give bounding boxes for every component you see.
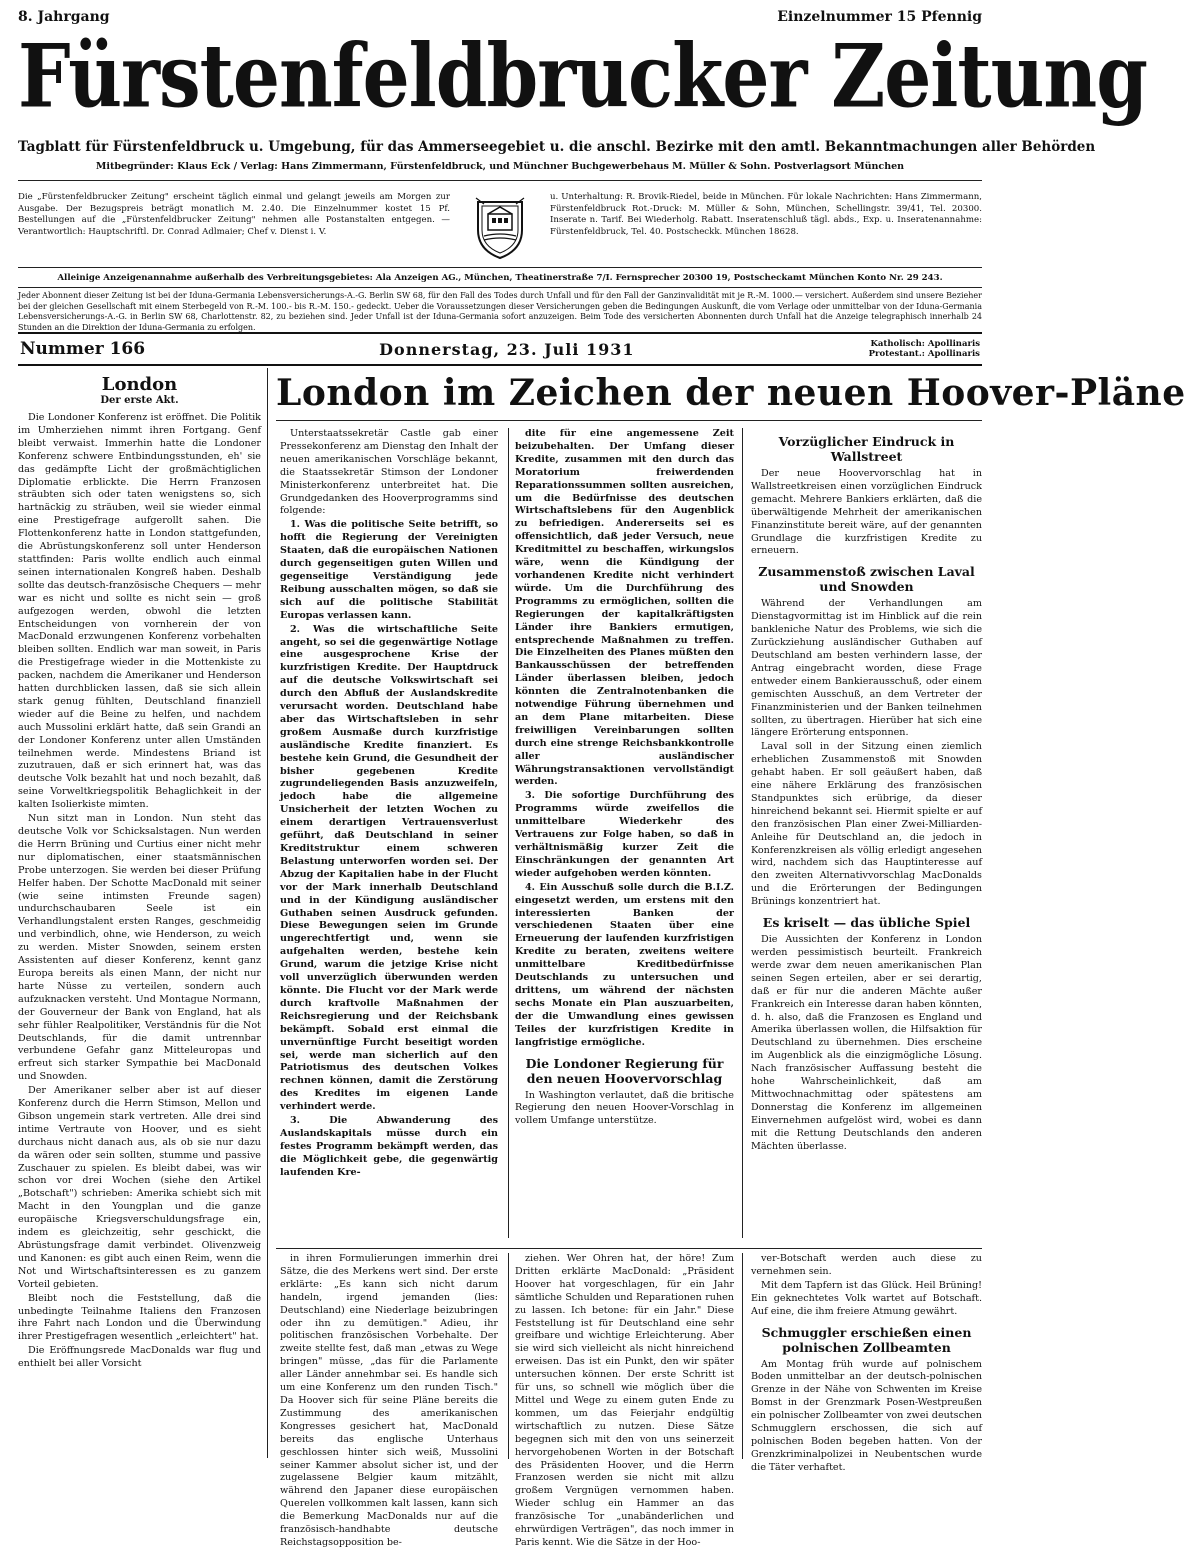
paragraph: Die Eröffnungsrede MacDonalds war flug und enthielt bei aller Vorsicht [18, 1345, 261, 1370]
info-block [18, 189, 982, 267]
main-column-3 [742, 428, 982, 1238]
divider [18, 180, 982, 181]
bottom-columns [276, 1248, 982, 1548]
saint-catholic: Katholisch: Apollinaris [870, 339, 980, 349]
left-article-title: London [101, 374, 178, 395]
issue-date: Donnerstag, 23. Juli 1931 [379, 339, 635, 359]
paragraph: Der neue Hoovervorschlag hat in Wallstreetkreisen einen vorzüglichen Eindruck gemacht. Mehrere Bankiers erklärten, daß die überwältigende Mehrheit der amerikanischen Finanzinstitute bereit wäre, auf der genannten Grundlage die kurzfristigen Kredite zu erneuern. [751, 468, 982, 557]
saint-protestant: Protestant.: Apollinaris [868, 349, 980, 359]
coat-of-arms-icon [474, 196, 526, 260]
saints-of-day [869, 339, 980, 359]
tagline: Tagblatt für Fürstenfeldbruck u. Umgebung, für das Ammerseegebiet u. die anschl. Bezirke mit den amtl. Bekanntmachungen aller Behörden [18, 139, 1096, 155]
publisher-line: Mitbegründer: Klaus Eck / Verlag: Hans Zimmermann, Fürstenfeldbruck, und Münchner Buchgewerbehaus M. Müller & Sohn. Postverlagsort München [95, 161, 905, 172]
left-article-body [18, 412, 261, 1371]
paragraph: 1. Was die politische Seite betrifft, so hofft die Regierung der Vereinigten Staaten, daß die europäischen Nationen durch gegenseitigen guten Willen und gegenseitige Verständigung jede Reibung ausschalten mögen, so daß sie sich auf die politische Stabilität Europas verlassen kann. [280, 519, 498, 621]
dateline [18, 334, 982, 364]
info-left: Die „Fürstenfeldbrucker Zeitung" erscheint täglich einmal und gelangt jeweils am Morgen zur Ausgabe. Der Bezugspreis beträgt monatlich M. 2.40. Die Einzelnummer kostet 15 Pf. Bestellungen auf die „Fürstenfeldbrucker Zeitung" nehmen alle Postanstalten entgegen. — Verantwortlich: Hauptschriftl. Dr. Conrad Adlmaier; Chef v. Dienst i. V. [18, 192, 450, 237]
bottom-column-1 [280, 1253, 498, 1548]
paragraph: Unterstaatssekretär Castle gab einer Pressekonferenz am Dienstag den Inhalt der neuen amerikanischen Vorschläge bekannt, die Staatssekretär Stimson der Londoner Ministerkonferenz unterbreitet hat. Die Grundgedanken des Hooverprogramms sind folgende: [280, 428, 498, 517]
paragraph: Die Aussichten der Konferenz in London werden pessimistisch beurteilt. Frankreich werde zwar dem neuen amerikanischen Plan seinen Segen erteilen, aber er sei derartig, daß er für nur die anderen Mächte außer Frankreich ein Interesse daran haben könnten, d. h. also, daß die Franzosen es England und Amerika überlassen wollen, die Hilfsaktion für Deutschland zu übernehmen. Dies erscheine im Augenblick als die einzigmögliche Lösung. Nach französischer Auffassung besteht die hohe Wahrscheinlichkeit, daß am Mittwochnachmittag oder spätestens am Donnerstag die Konferenz im allgemeinen Einvernehmen aufgelöst wird, wobei es dann mit die Rettung Deutschlands den anderen Mächten überlasse. [751, 934, 982, 1152]
issue-number: Nummer 166 [20, 339, 146, 359]
ad-line: Alleinige Anzeigenannahme außerhalb des Verbreitungsgebietes: Ala Anzeigen AG., München, Theatinerstraße 7/I. Fernsprecher 20300 19, Postscheckamt München Konto Nr. 29 243. [57, 273, 943, 283]
left-article-subtitle: Der erste Akt. [100, 395, 179, 406]
paragraph: Während der Verhandlungen am Dienstagvormittag ist im Hinblick auf die rein bankleniche Natur des Problems, wie sich die Zurückziehung ausländischer Guthaben auf Deutschland am besten verhindern lasse, der Antrag eingebracht worden, diese Frage entweder einem Bankierausschuß, oder einem gemischten Ausschuß, an dem Vertreter der Finanzministerien und der Banken teilnehmen sollten, zu übertragen. Hierüber hat sich eine längere Erörterung entsponnen. [751, 598, 982, 739]
section-title: Schmuggler erschießen einen polnischen Zollbeamten [761, 1324, 972, 1355]
paragraph: Laval soll in der Sitzung einen ziemlich erheblichen Zusammenstoß mit Snowden gehabt haben. Er soll geäußert haben, daß eine nähere Erklärung des französischen Standpunktes sich erübrige, da dieser hinreichend bekannt sei. Hiermit spielte er auf den französischen Plan einer Zwei-Milliarden-Anleihe für Deutschland an, die jedoch in Konferenzkreisen als völlig erledigt angesehen wird, nachdem sich das Hauptinteresse auf den zweiten Alternativvorschlag MacDonalds und die Erörterungen der Bedingungen Brünings konzentriert hat. [751, 741, 982, 908]
insurance-notice: Jeder Abonnent dieser Zeitung ist bei der Iduna-Germania Lebensversicherungs-A.-G. Berlin SW 68, für den Fall des Todes durch Unfall und für den Fall der Ganzinvalidität mit je R.-M. 1000.— versichert. Außerdem sind unsere Bezieher bei der gleichen Gesellschaft mit einem Sterbegeld von R.-M. 100.- bis R.-M. 150.- gedeckt. Ueber die Voraussetzungen dieser Versicherungen geben die Bedingungen Auskunft, die vom Verlage oder unmittelbar von der Iduna-Germania Lebensversicherungs-A.-G. in Berlin SW 68, Charlottenstr. 82, zu beziehen sind. Jeder Unfall ist der Iduna-Germania sofort anzuzeigen. Beim Tode des versicherten Abonnenten durch Unfall hat die Anzeige telegraphisch innerhalb 24 Stunden an die Direktion der Iduna-Germania zu erfolgen. [18, 291, 982, 332]
paragraph: Mit dem Tapfern ist das Glück. Heil Brüning! Ein geknechtetes Volk wartet auf Botschaft. Auf eine, die ihm freiere Atmung gewährt. [751, 1279, 982, 1317]
paragraph: dite für eine angemessene Zeit beizubehalten. Der Umfang dieser Kredite, zusammen mit den durch das Moratorium freiwerdenden Reparationssummen sollten ausreichen, um die Bedürfnisse des deutschen Wirtschaftslebens für den Augenblick zu befriedigen. Andererseits sei es offensichtlich, daß jeder Versuch, neue Kreditmittel zu beschaffen, wirkungslos wäre, wenn die Kündigung der vorhandenen Kredite nicht verhindert würde. Um die Durchführung des Programms zu ermöglichen, sollten die Regierungen der kapitalkräftigsten Länder ihre Bankiers ermutigen, entsprechende Maßnahmen zu treffen. Die Einzelheiten des Planes müßten den Bankausschüssen der betreffenden Länder überlassen bleiben, jedoch könnten die Zentralnotenbanken die notwendige Führung übernehmen und an dem Plane mitarbeiten. Diese freiwilligen Vereinbarungen sollten durch eine strenge Reichsbankkontrolle aller ausländischer Währungstransaktionen vervollständigt werden. [515, 428, 734, 788]
divider [276, 420, 982, 421]
masthead: Fürstenfeldbrucker Zeitung [18, 26, 1147, 128]
paragraph: 2. Was die wirtschaftliche Seite angeht, so sei die gegenwärtige Notlage eine ausgesprochene Krise der kurzfristigen Kredite. Der Hauptdruck auf die deutsche Volkswirtschaft sei durch den Abfluß der Auslandskredite verursacht worden. Deutschland habe aber das Wirtschaftsleben in sehr großem Ausmaße durch kurzfristige ausländische Kredite finanziert. Es bestehe kein Grund, die Gesundheit der bisher gegebenen Kredite zugrundeliegenden Basis anzuzweifeln, jedoch habe die allgemeine Unsicherheit der letzten Wochen zu einem derartigen Vertrauensverlust geführt, daß Deutschland in seiner Kreditstruktur einem schweren Belastung unterworfen worden sei. Der Abzug der Kapitalien habe in der Flucht vor der Mark innerhalb Deutschland und in der Kündigung ausländischer Guthaben seinen Ausdruck gefunden. Diese Bewegungen seien im Grunde ungerechtfertigt und, wenn sie aufgehalten werden, bestehe kein Grund, warum die jetzige Krise nicht voll unverzüglich überwunden werden könnte. Die Flucht vor der Mark werde durch kraftvolle Maßnahmen der Reichsregierung und der Reichsbank bekämpft. Sobald erst einmal die unvernünftige Furcht beseitigt worden sei, werde man sicherlich auf den Patriotismus des deutschen Volkes rechnen können, damit die Zerstörung des Kredites im eigenen Lande verhindert werde. [280, 623, 498, 1113]
info-right: u. Unterhaltung: R. Brovik-Riedel, beide in München. Für lokale Nachrichten: Hans Zimmermann, Fürstenfeldbruck Rot.-Druck: M. Müller & Sohn, München, Schellingstr. 39/41, Tel. 20300. Inserate n. Tarif. Bei Wiederholg. Rabatt. Inseratenschluß tägl. abds., Exp. u. Inseratenannahme: Fürstenfeldbruck, Tel. 40. Postscheckk. München 18628. [550, 192, 982, 237]
paragraph: 3. Die Abwanderung des Auslandskapitals müsse durch ein festes Programm bekämpft werden, das die Möglichkeit gebe, die gegenwärtig laufenden Kre- [280, 1115, 498, 1178]
content-area [18, 368, 1186, 1548]
divider [18, 267, 982, 268]
bottom-column-3 [742, 1253, 982, 1473]
price: Einzelnummer 15 Pfennig [777, 9, 982, 25]
section-title: Vorzüglicher Eindruck in Wallstreet [778, 434, 955, 464]
paragraph: ver-Botschaft werden auch diese zu vernehmen sein. [751, 1253, 982, 1277]
section-title: Es kriselt — das übliche Spiel [762, 915, 971, 931]
divider [18, 364, 982, 366]
paragraph: Der Amerikaner selber aber ist auf dieser Konferenz durch die Herrn Stimson, Mellon und Gibson ungemein stark vertreten. Alle drei sind intime Vertraute von Hoover, und es sieht durchaus nicht danach aus, als ob sie nur dazu da wären oder sein sollten, stumme und passive Zuschauer zu spielen. Es bleibt dabei, was wir schon vor drei Wochen (siehe den Artikel „Botschaft") schrieben: Amerika schiebt sich mit Macht in den Youngplan und die ganze europäische Kriegsverschuldungsfrage ein, indem es gleichzeitig, sehr geschickt, die Abrüstungsfrage damit verbindet. Olivenzweig und Kanonen: es gibt auch einen Reim, wenn die Not und Wirtschaftsinteressen es zu ganzem Vorteil gebieten. [18, 1085, 261, 1290]
paragraph: Bleibt noch die Feststellung, daß die unbedingte Teilnahme Italiens den Franzosen ihre Fahrt nach London und die Überwindung ihrer Prestigefragen wesentlich „erleichtert" hat. [18, 1292, 261, 1343]
section-title: Zusammenstoß zwischen Laval und Snowden [758, 564, 975, 595]
paragraph: Nun sitzt man in London. Nun steht das deutsche Volk vor Schicksalstagen. Nun werden die Herrn Brüning und Curtius einer nicht mehr nur diplomatischen, einer staatsmännischen Probe unterzogen. Sie werden bei dieser Prüfung Helfer haben. Der Schotte MacDonald mit seiner (wie seine intimsten Freunde sagen) undurchschaubaren Seele ist ein Verhandlungstalent ersten Ranges, geschmeidig und verbindlich, ohne, wie Henderson, zu weich zu werden. Mister Snowden, seinem ersten Assistenten auf dieser Konferenz, kennt ganz Europa bereits als einen Mann, der nicht nur harte Nüsse zu verteilen, sondern auch aufzuknacken versteht. Und Montague Normann, der Gouverneur der Bank von England, hat als sehr fühler Realpolitiker, Verständnis für die Not Deutschlands, für die damit untrennbar verbundene Gefahr ganz Mitteleuropas und erfreut sich starker Sympathie bei MacDonald und Snowden. [18, 813, 261, 1083]
main-column-1 [280, 428, 498, 1238]
paragraph: 4. Ein Ausschuß solle durch die B.I.Z. eingesetzt werden, um erstens mit den interessierten Banken der verschiedenen Staaten über eine Erneuerung der laufenden kurzfristigen Kredite zu beraten, zweitens weitere unmittelbare Kreditbedürfnisse Deutschlands zu untersuchen und drittens, um während der nächsten sechs Monate ein Plan auszuarbeiten, der die Umwandlung eines gewissen Teiles der kurzfristigen Kredite in langfristige ermögliche. [515, 881, 734, 1048]
main-headline: London im Zeichen der neuen Hoover-Pläne [276, 372, 1186, 414]
section-title: Die Londoner Regierung für den neuen Hoovervorschlag [525, 1055, 724, 1086]
main-article [276, 368, 1186, 1548]
paragraph: ziehen. Wer Ohren hat, der höre! Zum Dritten erklärte MacDonald: „Präsident Hoover hat vorgeschlagen, für ein Jahr sämtliche Schulden und Reparationen ruhen zu lassen. Ich betone: für ein Jahr." Diese Feststellung ist für Deutschland eine sehr greifbare und wichtige Erleichterung. Aber sie wird sich vielleicht als nicht hinreichend erweisen. Das ist ein Punkt, den wir später untersuchen können. Der erste Schritt ist für uns, so schnell wie möglich über die Mittel und Wege zu einem guten Ende zu kommen, um das Feierjahr endgültig wirtschaftlich zu nutzen. Diese Sätze begegnen sich mit den von uns seinerzeit hervorgehobenen Worten in der Botschaft des Präsidenten Hoover, und die Herrn Franzosen werden sie nicht mit allzu großem Vergnügen vernommen haben. Wieder schlug ein Hammer an das französische Tor „unabänderlichen und ehrwürdigen Verträgen", das noch immer in Paris kennt. Wie die Sätze in der Hoo- [515, 1253, 734, 1548]
left-article [18, 368, 268, 1458]
main-column-2 [508, 428, 734, 1238]
paragraph: In Washington verlautet, daß die britische Regierung den neuen Hoover-Vorschlag in vollem Umfange unterstütze. [515, 1089, 734, 1127]
volume: 8. Jahrgang [18, 9, 110, 25]
paragraph: Am Montag früh wurde auf polnischem Boden unmittelbar an der deutsch-polnischen Grenze in der Nähe von Schwenten im Kreise Bomst in der Grenzmark Posen-Westpreußen ein polnischer Zollbeamter von zwei deutschen Schmugglern erschossen, die sich auf polnischen Boden begeben hatten. Von der Grenzkriminalpolizei in Neubentschen wurde die Täter verhaftet. [751, 1358, 982, 1473]
main-columns [276, 428, 982, 1238]
paragraph: in ihren Formulierungen immerhin drei Sätze, die des Merkens wert sind. Der erste erklärte: „Es kann sich nicht darum handeln, irgend jemanden (lies: Deutschland) eine Niederlage beizubringen oder ihn zu demütigen." Adieu, ihr politischen französischen Vorbehalte. Der zweite stellte fest, daß man „etwas zu Wege bringen" müsse, „das für die Parlamente aller Länder annehmbar sei. Es handle sich um eine Konferenz um den runden Tisch." Da Hoover sich für seine Pläne bereits die Zustimmung des amerikanischen Kongresses gesichert hat, MacDonald bereits das englische Unterhaus geschlossen hinter sich weiß, Mussolini seiner Kammer absolut sicher ist, und der zugelassene Belgier kaum mitzählt, während den Japaner diese europäischen Querelen vollkommen kalt lassen, kann sich die Bemerkung MacDonalds nur auf die französisch-handhabte deutsche Reichstagsopposition be- [280, 1253, 498, 1548]
paragraph: 3. Die sofortige Durchführung des Programms würde zweifellos die unmittelbare Wiederkehr des Vertrauens zur Folge haben, so daß in verhältnismäßig kurzer Zeit die Einschränkungen der genannten Art wieder aufgehoben werden könnten. [515, 790, 734, 879]
bottom-column-2 [508, 1253, 734, 1548]
paragraph: Die Londoner Konferenz ist eröffnet. Die Politik im Umherziehen nimmt ihren Fortgang. Genf bleibt verwaist. Immerhin hatte die Londoner Konferenz schwere Entbindungsstunden, eh' sie das gedämpfte Licht der großmächtiglichen Diplomatie erblickte. Die Herrn Franzosen sträubten sich oder taten wenigstens so, sich hartnäckig zu sträuben, weil sie wieder einmal eine Prestigefrage aufgerollt sahen. Die Flottenkonferenz hatte in London stattgefunden, die Abrüstungskonferenz soll unter Henderson stattfinden: Paris wollte endlich auch einmal seinen internationalen Kongreß haben. Deshalb sollte das deutsch-französische Chequers — mehr war es nicht und sollte es nicht sein — groß aufgezogen werden, obwohl die letzten Entscheidungen von vornherein der von MacDonald erzwungenen Konferenz vorbehalten bleiben sollten. Endlich war man soweit, in Paris die Prestigefrage wieder in die Mottenkiste zu packen, nachdem die Amerikaner und Henderson hatten durchblicken lassen, daß sie sich allein stark genug fühlten, Deutschland finanziell wieder auf die Beine zu helfen, und nachdem auch Mussolini erklärt hatte, daß sein Grandi an der Londoner Konferenz unter allen Umständen teilnehmen werde. Mindestens Briand ist zuzutrauen, daß er sich erinnert hat, was das deutsche Volk bezahlt hat und noch bezahlt, daß seine Vorweltkriegspolitik Behaglichkeit in der kalten Isolierkiste mimten. [18, 412, 261, 811]
